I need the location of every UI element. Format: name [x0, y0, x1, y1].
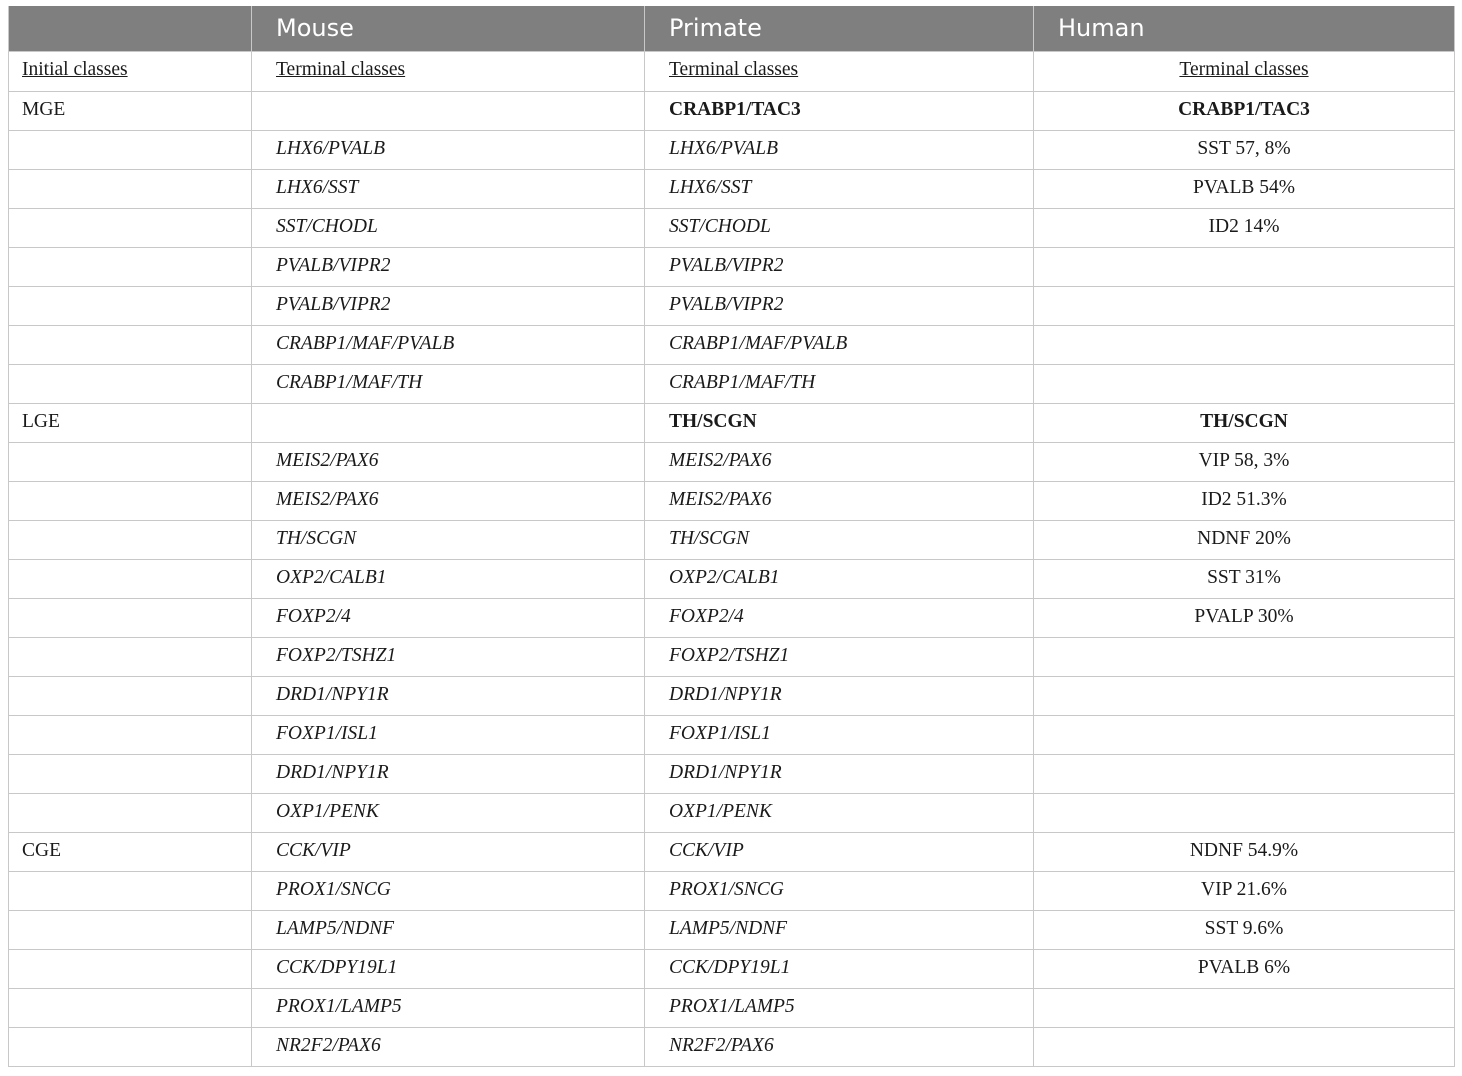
table-row — [9, 247, 1455, 286]
cell-mouse-terminal-class: CCK/VIP — [252, 832, 645, 871]
cell-initial-class — [9, 871, 252, 910]
subheader-initial-classes: Initial classes — [9, 51, 252, 91]
cell-human-terminal-class: ID2 51.3% — [1034, 481, 1455, 520]
cell-human-terminal-class: NDNF 54.9% — [1034, 832, 1455, 871]
cell-human-terminal-class: CRABP1/TAC3 — [1034, 91, 1455, 130]
cell-primate-terminal-class: FOXP2/TSHZ1 — [645, 637, 1034, 676]
cell-initial-class — [9, 169, 252, 208]
cell-initial-class — [9, 325, 252, 364]
cell-mouse-terminal-class: TH/SCGN — [252, 520, 645, 559]
cell-primate-terminal-class: CCK/DPY19L1 — [645, 949, 1034, 988]
subheader-primate-terminal-classes: Terminal classes — [645, 51, 1034, 91]
cell-initial-class — [9, 715, 252, 754]
cell-initial-class — [9, 1027, 252, 1066]
cell-initial-class — [9, 520, 252, 559]
cell-mouse-terminal-class: CRABP1/MAF/TH — [252, 364, 645, 403]
interneuron-classes-table — [8, 6, 1455, 1067]
table-row — [9, 832, 1455, 871]
table-row — [9, 715, 1455, 754]
cell-mouse-terminal-class: MEIS2/PAX6 — [252, 442, 645, 481]
table-row — [9, 1027, 1455, 1066]
cell-primate-terminal-class: OXP2/CALB1 — [645, 559, 1034, 598]
cell-human-terminal-class — [1034, 286, 1455, 325]
cell-mouse-terminal-class: MEIS2/PAX6 — [252, 481, 645, 520]
subheader-human-terminal-classes: Terminal classes — [1034, 51, 1455, 91]
table-row — [9, 559, 1455, 598]
cell-mouse-terminal-class: LHX6/PVALB — [252, 130, 645, 169]
cell-initial-class — [9, 286, 252, 325]
cell-human-terminal-class — [1034, 715, 1455, 754]
cell-mouse-terminal-class: FOXP2/4 — [252, 598, 645, 637]
cell-primate-terminal-class: DRD1/NPY1R — [645, 754, 1034, 793]
cell-human-terminal-class: TH/SCGN — [1034, 403, 1455, 442]
cell-human-terminal-class — [1034, 754, 1455, 793]
table-body — [9, 51, 1455, 1066]
cell-mouse-terminal-class: DRD1/NPY1R — [252, 676, 645, 715]
cell-primate-terminal-class: CRABP1/MAF/PVALB — [645, 325, 1034, 364]
cell-primate-terminal-class: PROX1/SNCG — [645, 871, 1034, 910]
cell-initial-class — [9, 598, 252, 637]
table-row — [9, 754, 1455, 793]
cell-initial-class — [9, 247, 252, 286]
cell-mouse-terminal-class — [252, 91, 645, 130]
cell-mouse-terminal-class — [252, 403, 645, 442]
cell-human-terminal-class — [1034, 793, 1455, 832]
cell-initial-class — [9, 481, 252, 520]
header-cell-mouse: Mouse — [252, 6, 645, 51]
cell-mouse-terminal-class: PVALB/VIPR2 — [252, 247, 645, 286]
cell-primate-terminal-class: TH/SCGN — [645, 403, 1034, 442]
cell-mouse-terminal-class: OXP2/CALB1 — [252, 559, 645, 598]
cell-human-terminal-class: PVALB 6% — [1034, 949, 1455, 988]
cell-mouse-terminal-class: LHX6/SST — [252, 169, 645, 208]
table-row — [9, 988, 1455, 1027]
cell-mouse-terminal-class: CRABP1/MAF/PVALB — [252, 325, 645, 364]
cell-mouse-terminal-class: CCK/DPY19L1 — [252, 949, 645, 988]
cell-primate-terminal-class: DRD1/NPY1R — [645, 676, 1034, 715]
cell-primate-terminal-class: PVALB/VIPR2 — [645, 247, 1034, 286]
cell-mouse-terminal-class: LAMP5/NDNF — [252, 910, 645, 949]
cell-primate-terminal-class: NR2F2/PAX6 — [645, 1027, 1034, 1066]
cell-initial-class — [9, 364, 252, 403]
table-row — [9, 403, 1455, 442]
cell-primate-terminal-class: TH/SCGN — [645, 520, 1034, 559]
table-row — [9, 91, 1455, 130]
cell-primate-terminal-class: FOXP1/ISL1 — [645, 715, 1034, 754]
cell-initial-class: LGE — [9, 403, 252, 442]
cell-primate-terminal-class: LHX6/PVALB — [645, 130, 1034, 169]
cell-primate-terminal-class: LAMP5/NDNF — [645, 910, 1034, 949]
cell-primate-terminal-class: PVALB/VIPR2 — [645, 286, 1034, 325]
header-cell-primate: Primate — [645, 6, 1034, 51]
cell-primate-terminal-class: MEIS2/PAX6 — [645, 442, 1034, 481]
cell-mouse-terminal-class: SST/CHODL — [252, 208, 645, 247]
table-row — [9, 130, 1455, 169]
cell-human-terminal-class — [1034, 637, 1455, 676]
cell-initial-class — [9, 949, 252, 988]
cell-primate-terminal-class: CCK/VIP — [645, 832, 1034, 871]
cell-mouse-terminal-class: DRD1/NPY1R — [252, 754, 645, 793]
cell-initial-class — [9, 754, 252, 793]
cell-mouse-terminal-class: FOXP2/TSHZ1 — [252, 637, 645, 676]
cell-human-terminal-class: PVALB 54% — [1034, 169, 1455, 208]
cell-initial-class: CGE — [9, 832, 252, 871]
cell-human-terminal-class: PVALP 30% — [1034, 598, 1455, 637]
cell-initial-class: MGE — [9, 91, 252, 130]
cell-mouse-terminal-class: PVALB/VIPR2 — [252, 286, 645, 325]
cell-mouse-terminal-class: PROX1/SNCG — [252, 871, 645, 910]
cell-human-terminal-class — [1034, 364, 1455, 403]
table-row — [9, 520, 1455, 559]
cell-primate-terminal-class: LHX6/SST — [645, 169, 1034, 208]
header-cell-empty — [9, 6, 252, 51]
cell-mouse-terminal-class: OXP1/PENK — [252, 793, 645, 832]
cell-human-terminal-class: VIP 58, 3% — [1034, 442, 1455, 481]
table-row — [9, 871, 1455, 910]
cell-primate-terminal-class: SST/CHODL — [645, 208, 1034, 247]
header-row — [9, 6, 1455, 51]
table-row — [9, 676, 1455, 715]
cell-initial-class — [9, 793, 252, 832]
table-row — [9, 325, 1455, 364]
table-row — [9, 949, 1455, 988]
table-row — [9, 169, 1455, 208]
cell-initial-class — [9, 208, 252, 247]
table-row — [9, 598, 1455, 637]
cell-initial-class — [9, 637, 252, 676]
cell-human-terminal-class: NDNF 20% — [1034, 520, 1455, 559]
table-row — [9, 637, 1455, 676]
cell-human-terminal-class — [1034, 988, 1455, 1027]
cell-human-terminal-class — [1034, 676, 1455, 715]
cell-primate-terminal-class: FOXP2/4 — [645, 598, 1034, 637]
table-row — [9, 208, 1455, 247]
cell-human-terminal-class — [1034, 325, 1455, 364]
cell-primate-terminal-class: MEIS2/PAX6 — [645, 481, 1034, 520]
cell-initial-class — [9, 442, 252, 481]
cell-human-terminal-class: ID2 14% — [1034, 208, 1455, 247]
cell-mouse-terminal-class: NR2F2/PAX6 — [252, 1027, 645, 1066]
cell-human-terminal-class: SST 57, 8% — [1034, 130, 1455, 169]
subheader-row — [9, 51, 1455, 91]
cell-initial-class — [9, 559, 252, 598]
table-row — [9, 910, 1455, 949]
cell-initial-class — [9, 910, 252, 949]
header-cell-human: Human — [1034, 6, 1455, 51]
cell-human-terminal-class: SST 9.6% — [1034, 910, 1455, 949]
table-row — [9, 442, 1455, 481]
cell-primate-terminal-class: OXP1/PENK — [645, 793, 1034, 832]
table-row — [9, 481, 1455, 520]
table-header — [9, 6, 1455, 51]
cell-initial-class — [9, 130, 252, 169]
cell-human-terminal-class — [1034, 1027, 1455, 1066]
table-row — [9, 793, 1455, 832]
table-row — [9, 286, 1455, 325]
cell-primate-terminal-class: CRABP1/TAC3 — [645, 91, 1034, 130]
cell-initial-class — [9, 676, 252, 715]
cell-mouse-terminal-class: PROX1/LAMP5 — [252, 988, 645, 1027]
cell-primate-terminal-class: CRABP1/MAF/TH — [645, 364, 1034, 403]
cell-initial-class — [9, 988, 252, 1027]
subheader-mouse-terminal-classes: Terminal classes — [252, 51, 645, 91]
cell-primate-terminal-class: PROX1/LAMP5 — [645, 988, 1034, 1027]
cell-mouse-terminal-class: FOXP1/ISL1 — [252, 715, 645, 754]
interneuron-classes-table-container — [8, 6, 1454, 1067]
cell-human-terminal-class: SST 31% — [1034, 559, 1455, 598]
cell-human-terminal-class — [1034, 247, 1455, 286]
cell-human-terminal-class: VIP 21.6% — [1034, 871, 1455, 910]
table-row — [9, 364, 1455, 403]
